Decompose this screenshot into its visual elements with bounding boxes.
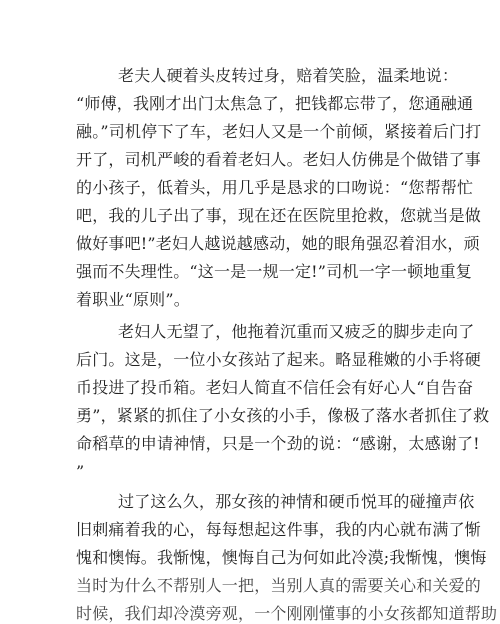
paragraph-line: 当时为什么不帮别人一把，当别人真的需要关心和关爱的 bbox=[76, 576, 482, 595]
paragraph-line: 币投进了投币箱。老妇人简直不信任会有好心人“自告奋 bbox=[76, 378, 474, 397]
paragraph-line: ” bbox=[76, 462, 85, 481]
paragraph-line: 老妇人无望了，他拖着沉重而又疲乏的脚步走向了 bbox=[118, 322, 475, 341]
paragraph-line: 的小孩子，低着头，用几乎是恳求的口吻说：“您帮帮忙 bbox=[76, 178, 474, 197]
paragraph-line: 勇”，紧紧的抓住了小女孩的小手，像极了落水者抓住了救 bbox=[76, 406, 490, 425]
paragraph-line: 时候，我们却冷漠旁观，一个刚刚懂事的小女孩都知道帮助 bbox=[76, 604, 498, 623]
paragraph-line: 旧刺痛着我的心，每每想起这件事，我的内心就布满了惭 bbox=[76, 520, 482, 539]
paragraph-line: 愧和懊悔。我惭愧，懊悔自己为何如此冷漠;我惭愧，懊悔 bbox=[76, 548, 487, 567]
paragraph-line: 做好事吧!”老妇人越说越感动，她的眼角强忍着泪水，顽 bbox=[76, 234, 480, 253]
paragraph-line: 开了，司机严峻的看着老妇人。老妇人仿佛是个做错了事 bbox=[76, 150, 482, 169]
paragraph-line: “师傅，我刚才出门太焦急了，把钱都忘带了，您通融通 bbox=[76, 94, 474, 113]
paragraph-line: 融。”司机停下了车，老妇人又是一个前倾，紧接着后门打 bbox=[76, 122, 482, 141]
paragraph-line: 老夫人硬着头皮转过身，赔着笑脸，温柔地说： bbox=[118, 66, 459, 85]
paragraph-line: 强而不失理性。“这一是一规一定!”司机一字一顿地重复 bbox=[76, 262, 472, 281]
paragraph-line: 后门。这是，一位小女孩站了起来。略显稚嫩的小手将硬 bbox=[76, 350, 482, 369]
paragraph-line: 命稻草的申请神情，只是一个劲的说：“感谢，太感谢了! bbox=[76, 434, 480, 453]
paragraph-line: 过了这么久，那女孩的神情和硬币悦耳的碰撞声依 bbox=[118, 492, 475, 511]
paragraph-line: 吧，我的儿子出了事，现在还在医院里抢救，您就当是做 bbox=[76, 206, 482, 225]
paragraph-line: 着职业“原则”。 bbox=[76, 290, 190, 309]
